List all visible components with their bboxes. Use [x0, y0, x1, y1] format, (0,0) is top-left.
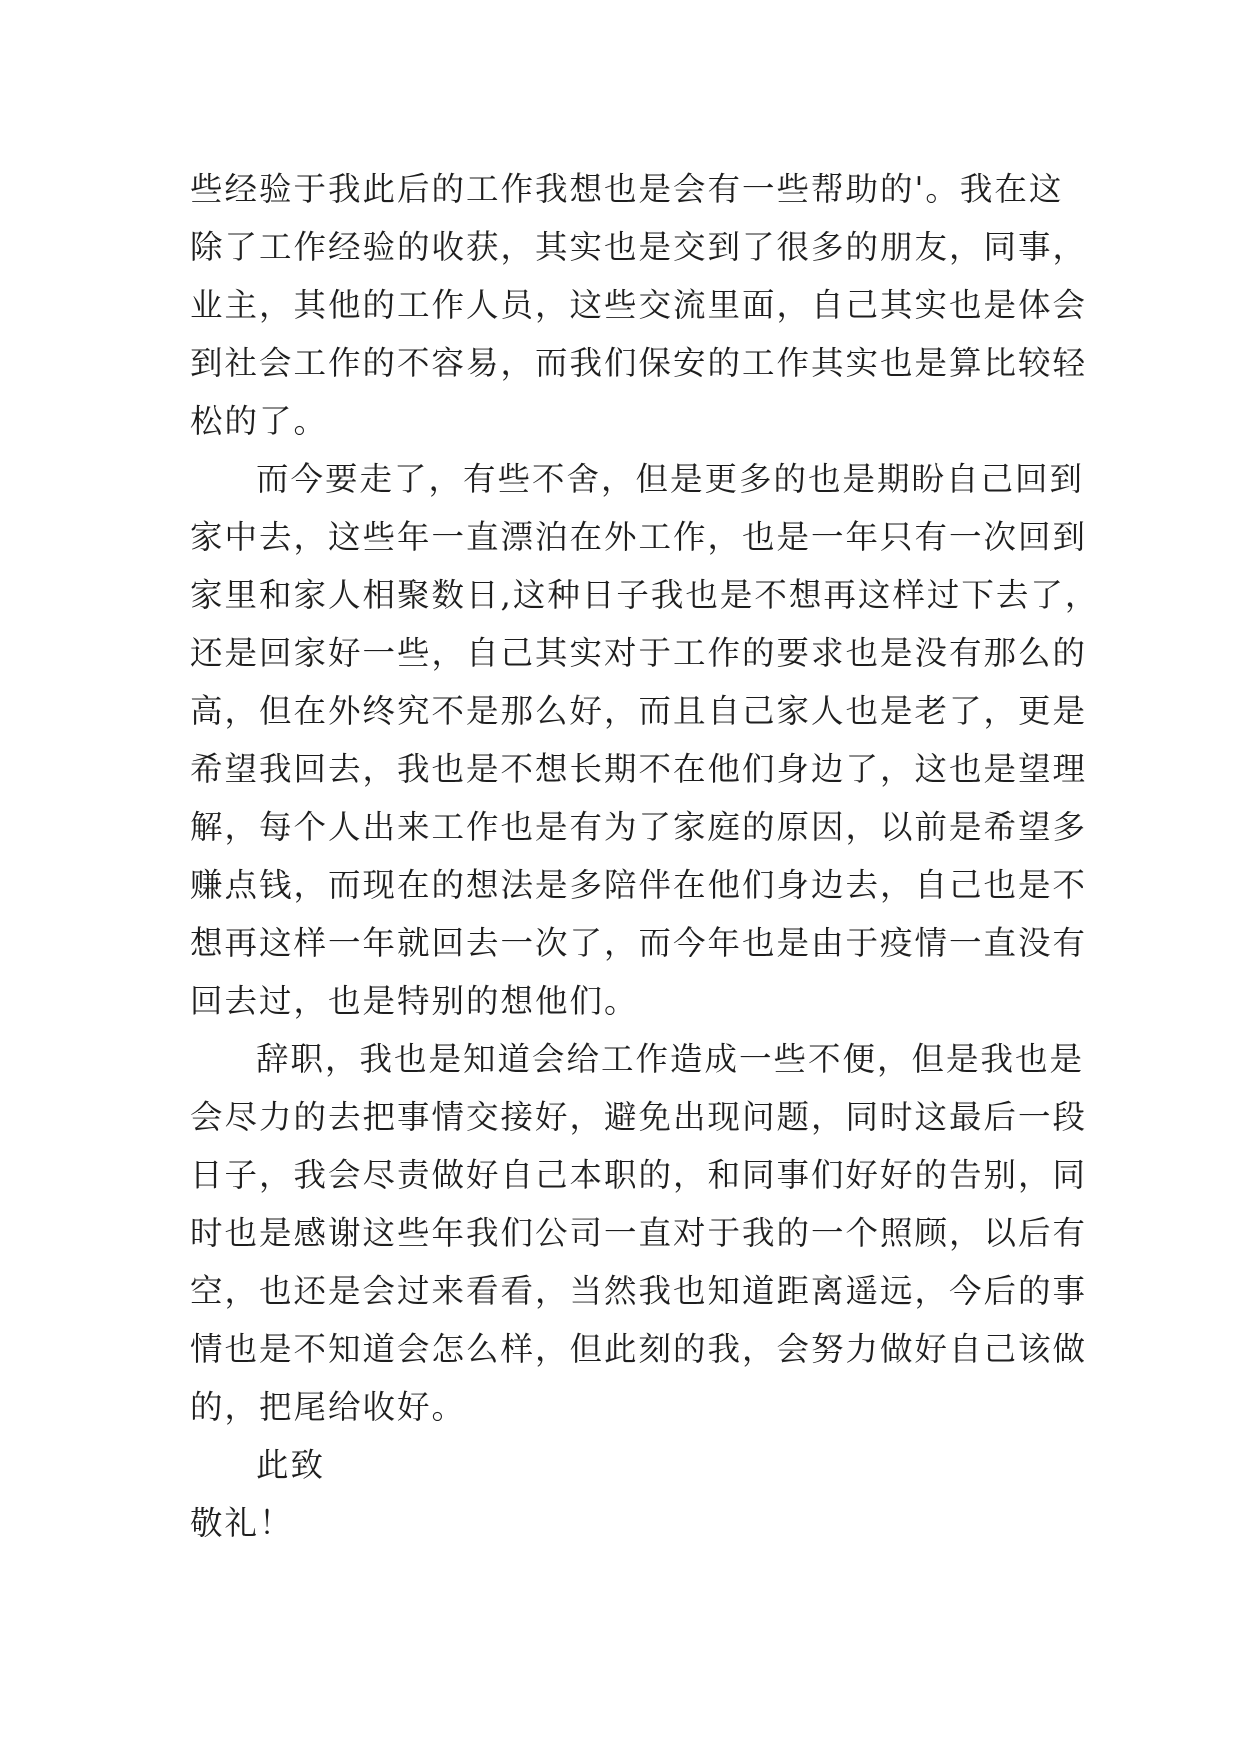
- text-line: 的，把尾给收好。: [190, 1388, 467, 1426]
- text-line: 家中去，这些年一直漂泊在外工作，也是一年只有一次回到: [190, 518, 1088, 556]
- text-line: 赚点钱，而现在的想法是多陪伴在他们身边去，自己也是不: [190, 866, 1088, 904]
- closing-regards: 敬礼！: [190, 1504, 294, 1542]
- text-line: 高，但在外终究不是那么好，而且自己家人也是老了，更是: [190, 692, 1088, 730]
- text-line: 回去过，也是特别的想他们。: [190, 982, 639, 1020]
- text-line: 解，每个人出来工作也是有为了家庭的原因，以前是希望多: [190, 808, 1088, 846]
- paragraph-first-line: 辞职，我也是知道会给工作造成一些不便，但是我也是: [256, 1040, 1085, 1078]
- text-line: 想再这样一年就回去一次了，而今年也是由于疫情一直没有: [190, 924, 1088, 962]
- text-line: 时也是感谢这些年我们公司一直对于我的一个照顾，以后有: [190, 1214, 1088, 1252]
- text-line: 除了工作经验的收获，其实也是交到了很多的朋友，同事，: [190, 228, 1088, 266]
- text-line: 还是回家好一些，自己其实对于工作的要求也是没有那么的: [190, 634, 1088, 672]
- text-line: 业主，其他的工作人员，这些交流里面，自己其实也是体会: [190, 286, 1088, 324]
- text-line: 日子，我会尽责做好自己本职的，和同事们好好的告别，同: [190, 1156, 1088, 1194]
- text-line: 松的了。: [190, 402, 329, 440]
- text-line: 情也是不知道会怎么样，但此刻的我，会努力做好自己该做: [190, 1330, 1088, 1368]
- text-line: 会尽力的去把事情交接好，避免出现问题，同时这最后一段: [190, 1098, 1088, 1136]
- text-line: 些经验于我此后的工作我想也是会有一些帮助的'。我在这: [190, 170, 1064, 208]
- closing-salutation: 此致: [256, 1446, 326, 1484]
- text-line: 家里和家人相聚数日,这种日子我也是不想再这样过下去了，: [190, 576, 1100, 614]
- paragraph-first-line: 而今要走了，有些不舍，但是更多的也是期盼自己回到: [256, 460, 1085, 498]
- text-line: 希望我回去，我也是不想长期不在他们身边了，这也是望理: [190, 750, 1088, 788]
- text-line: 空，也还是会过来看看，当然我也知道距离遥远，今后的事: [190, 1272, 1088, 1310]
- text-line: 到社会工作的不容易，而我们保安的工作其实也是算比较轻: [190, 344, 1088, 382]
- letter-body: [190, 160, 1100, 1552]
